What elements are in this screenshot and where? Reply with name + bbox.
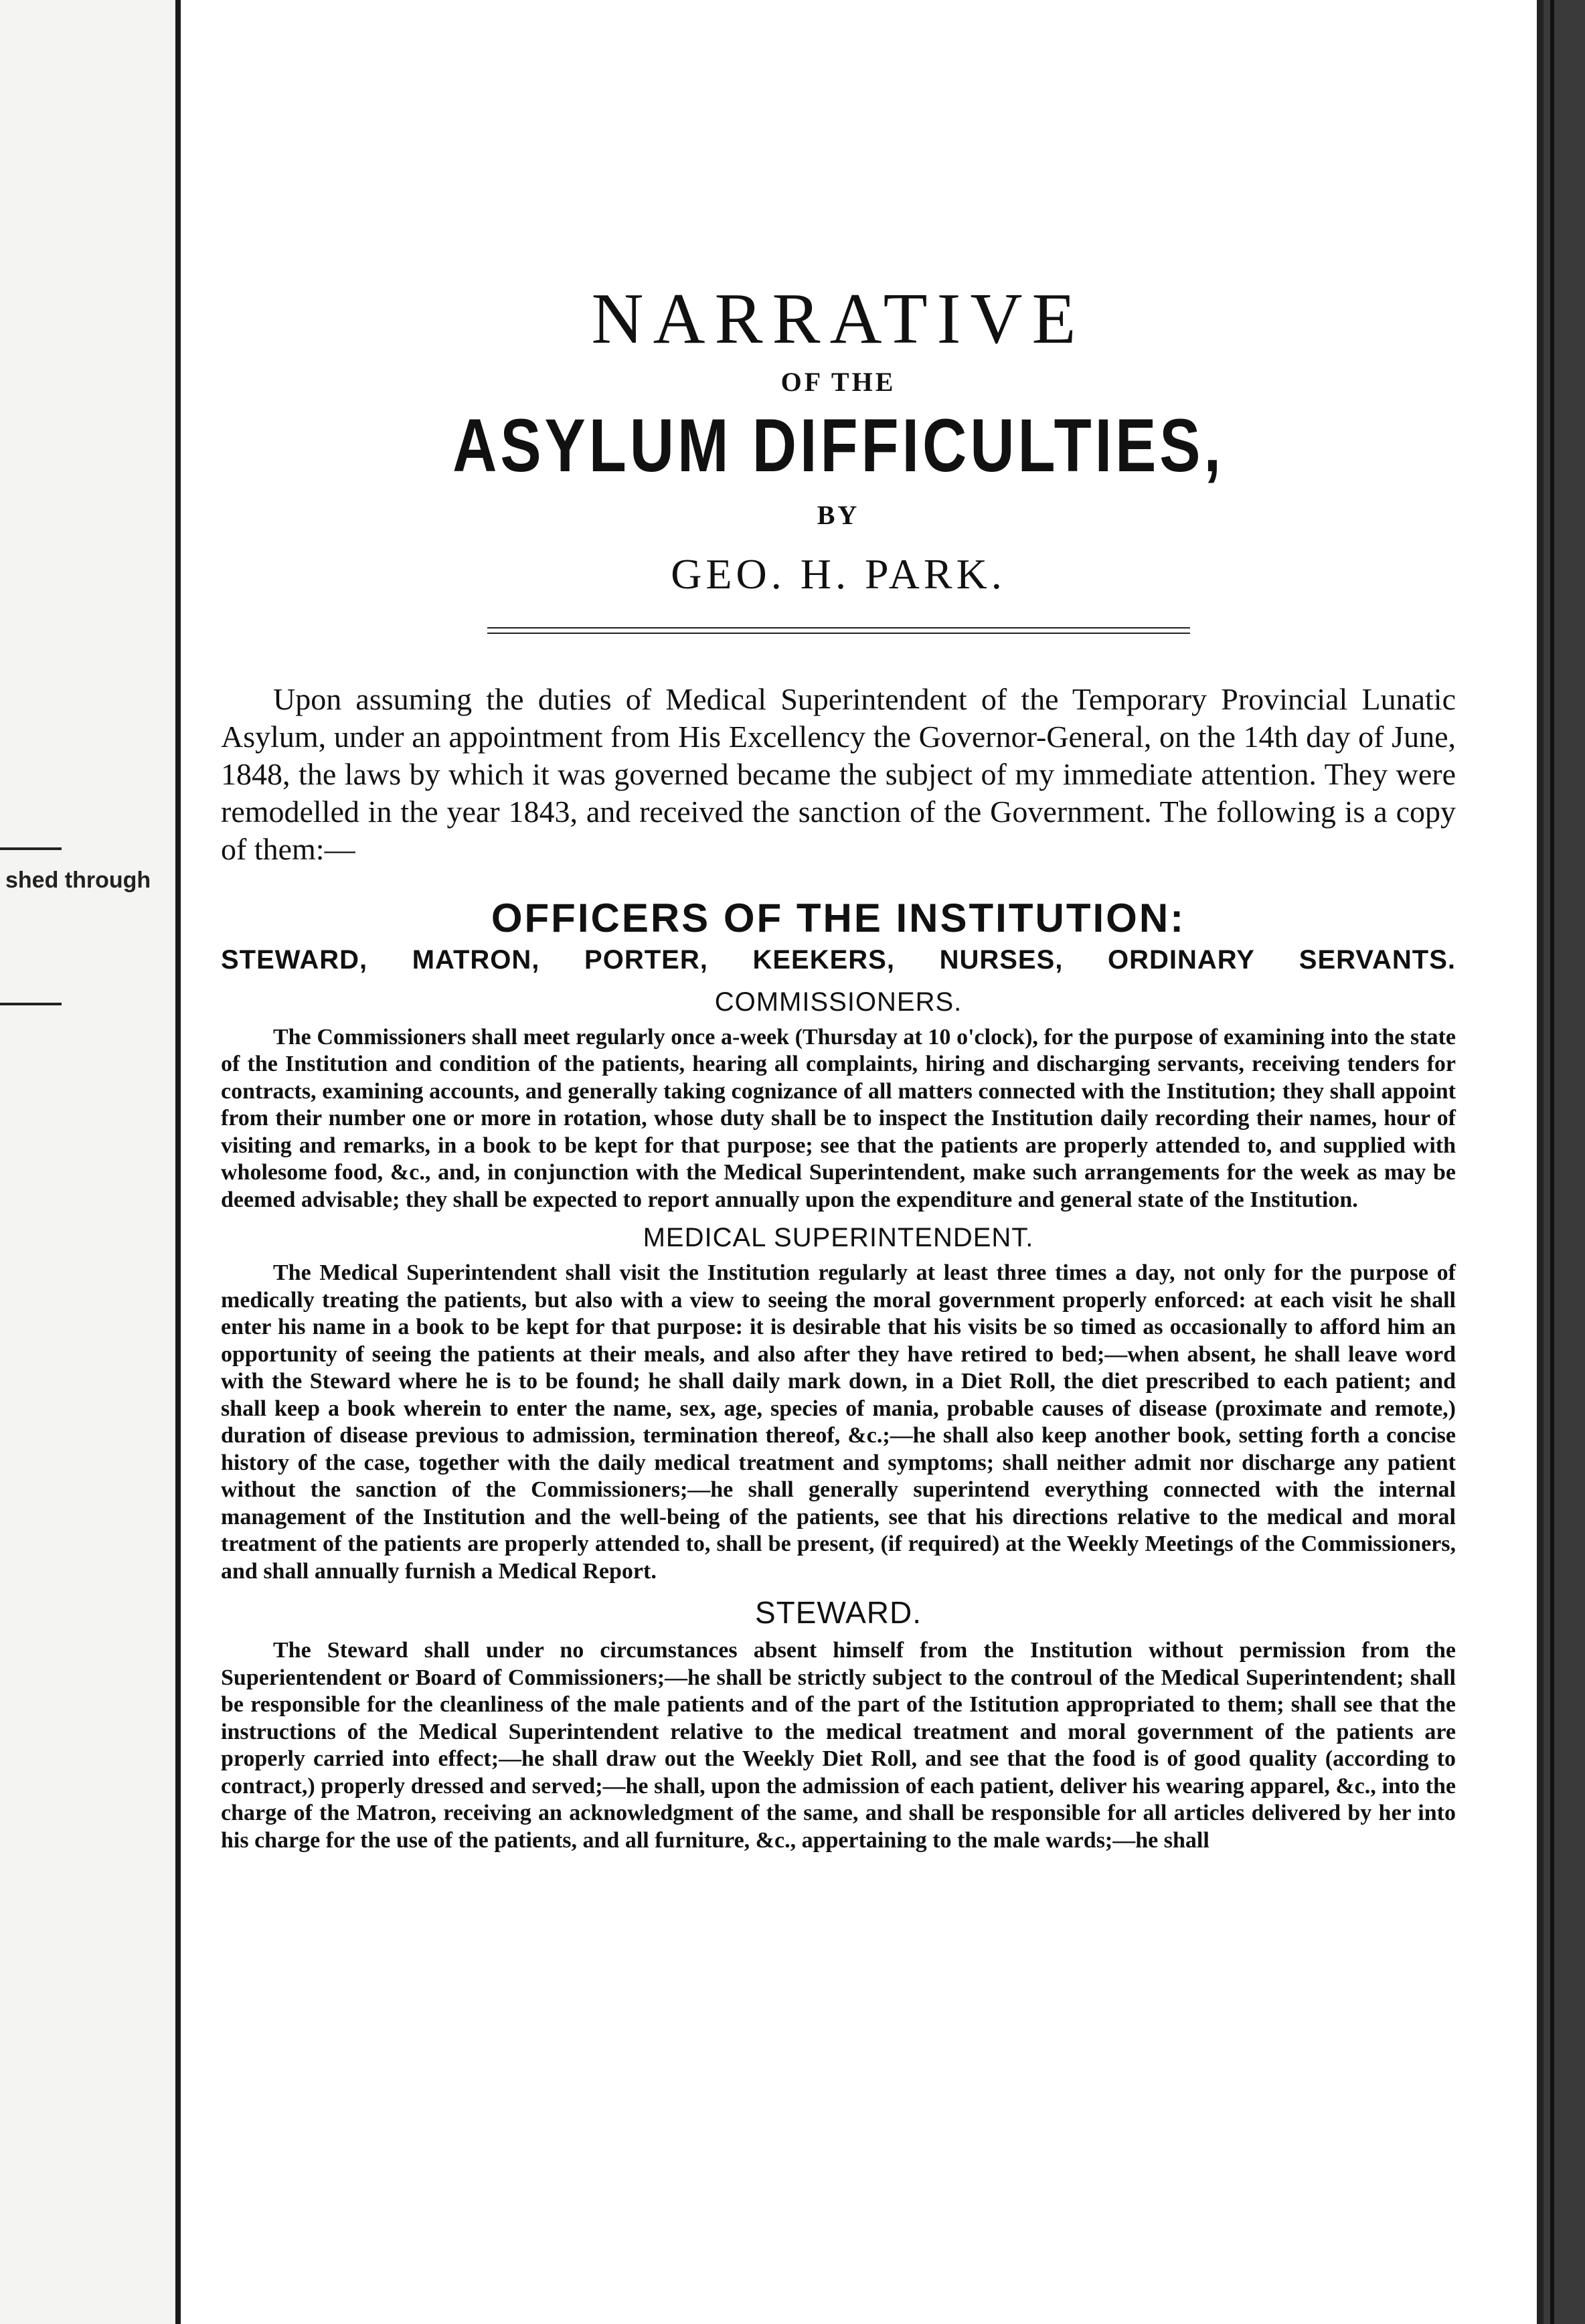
intro-paragraph: Upon assuming the duties of Medical Superintendent of the Temporary Provincial Lunatic Asylum, under an appointment from His Excellency the Governor-General, on the 14th day of June, 1848, the laws by which it was governed became the subject of my immediate attention. They were remodelled in the year 1843, and received the sanction of the Government. The following is a copy of them:— — [221, 681, 1456, 866]
page-gutter-line — [175, 0, 181, 2324]
facing-page-rule — [0, 847, 62, 850]
facing-page-edge — [0, 0, 175, 2324]
title-by: BY — [817, 499, 860, 530]
page-right-border — [1537, 0, 1544, 2324]
section-heading-medical-superintendent: MEDICAL SUPERINTENDENT. — [643, 1223, 1034, 1253]
section-text-commissioners: The Commissioners shall meet regularly once a-week (Thursday at 10 o'clock), for the purpose of examining into the state of the Institution and condition of the patients, hearing all complaints, hiring and discharging servants, receiving tenders for contracts, examining accounts, and generally taking cognizance of all matters connected with the Institution; they shall appoint from their number one or more in rotation, whose duty shall be to inspect the Institution daily recording their names, hour of visiting and remarks, in a book to be kept for that purpose; see that the patients are properly attended to, and supplied with wholesome food, &c., and, in conjunction with the Medical Superintendent, make such arrangements for the week as may be deemed advisable; they shall be expected to report annually upon the expenditure and general state of the Institution. — [221, 1024, 1456, 1212]
title-narrative: NARRATIVE — [591, 279, 1086, 359]
section-heading-steward: STEWARD. — [754, 1595, 922, 1631]
document-page — [221, 281, 1456, 1854]
section-text-medical-superintendent: The Medical Superintendent shall visit the Institution regularly at least three times a day, not only for the purpose of medically treating the patients, but also with a view to seeing the moral government properly enforced: at each visit he shall enter his name in a book to be kept for that purpose: it is desirable that his visits be so timed as occasionally to afford him an opportunity of seeing the patients at their meals, and also after they have retired to bed;—when absent, he shall leave word with the Steward where he is to be found; he shall daily mark down, in a Diet Roll, the diet prescribed to each patient; and shall keep a book wherein to enter the name, sex, age, species of mania, probable causes of disease (proximate and remote,) duration of disease previous to admission, termination thereof, &c.;—he shall also keep another book, setting forth a concise history of the case, together with the daily medical treatment and symptoms; shall neither admit nor discharge any patient without the sanction of the Commissioners;—he shall generally superintend everything connected with the internal management of the Institution and the well-being of the patients, see that his directions relative to the medical and moral treatment of the patients are properly attended to, shall be present, (if required) at the Weekly Meetings of the Commissioners, and shall annually furnish a Medical Report. — [221, 1260, 1456, 1584]
facing-page-rule — [0, 1003, 62, 1005]
title-of-the: OF THE — [780, 367, 896, 398]
facing-page-text-fragment: shed through — [5, 867, 151, 893]
title-block — [221, 281, 1456, 599]
title-author: GEO. H. PARK. — [671, 550, 1006, 598]
officers-heading: OFFICERS OF THE INSTITUTION: — [491, 895, 1186, 940]
binding-line — [1550, 0, 1554, 2324]
section-heading-commissioners: COMMISSIONERS. — [714, 987, 963, 1017]
ornamental-divider — [487, 627, 1190, 634]
officers-list: STEWARD, MATRON, PORTER, KEEKERS, NURSES, ORDINARY SERVANTS. — [221, 944, 1456, 975]
title-asylum-difficulties: ASYLUM DIFFICULTIES, — [452, 404, 1224, 488]
section-text-steward: The Steward shall under no circumstances absent himself from the Institution without permission from the Superientendent or Board of Commissioners;—he shall be strictly subject to the controul of the Medical Superintendent; shall be responsible for the cleanliness of the male patients and of the part of the Istitution appropriated to them; shall see that the instructions of the Medical Superintendent relative to the medical treatment and moral government of the patients are properly carried into effect;—he shall draw out the Weekly Diet Roll, and see that the food is of good quality (according to contract,) properly dressed and served;—he shall, upon the admission of each patient, deliver his wearing apparel, &c., into the charge of the Matron, receiving an acknowledgment of the same, and shall be responsible for all articles delivered by her into his charge for the use of the patients, and all furniture, &c., appertaining to the male wards;—he shall — [221, 1638, 1456, 1853]
